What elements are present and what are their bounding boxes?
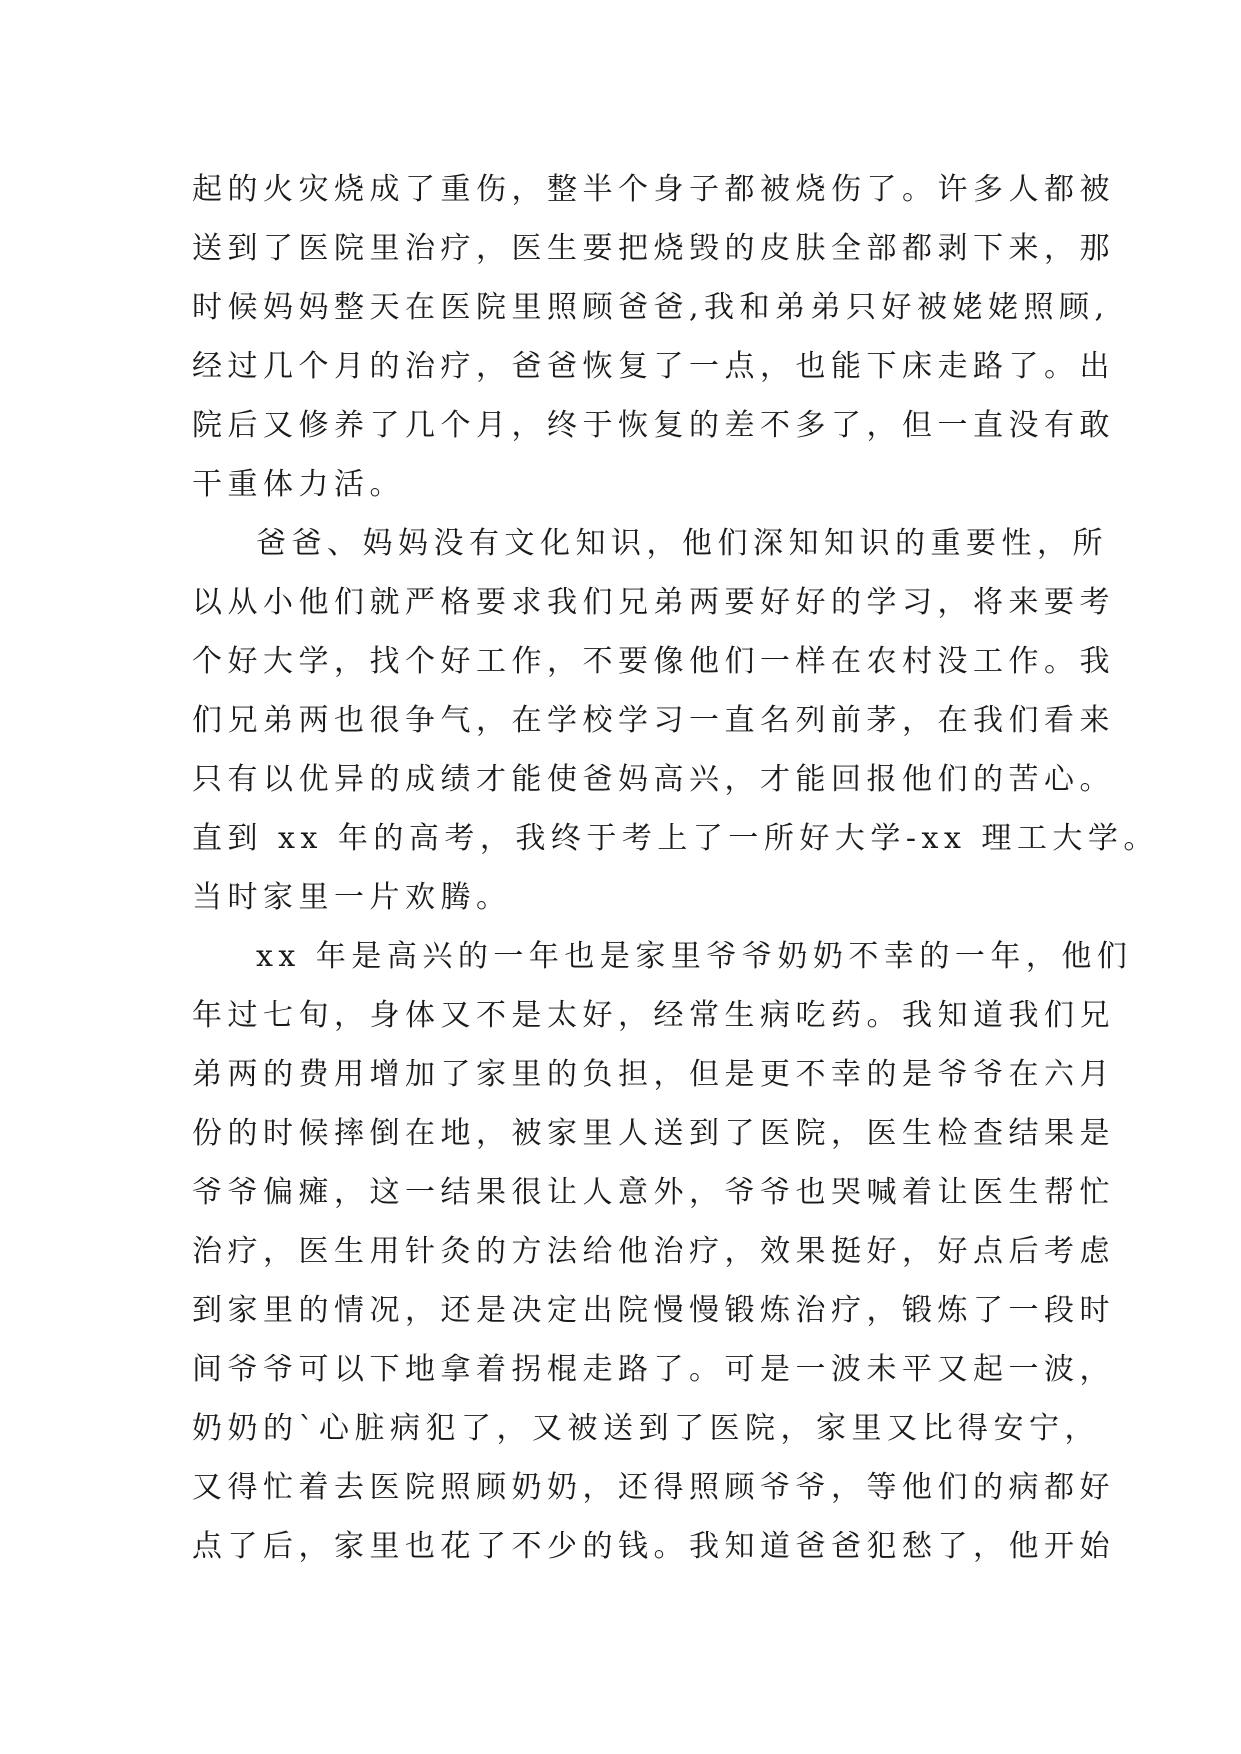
text-line: 治疗，医生用针灸的方法给他治疗，效果挺好，好点后考虑 [192, 1234, 1115, 1269]
text-line: 奶奶的`心脏病犯了，又被送到了医院，家里又比得安宁， [192, 1411, 1100, 1446]
text-line: 们兄弟两也很争气，在学校学习一直名列前茅，在我们看来 [192, 703, 1115, 738]
text-line: 干重体力活。 [192, 467, 405, 502]
text-line: 个好大学，找个好工作，不要像他们一样在农村没工作。我 [192, 644, 1115, 679]
text-line: 送到了医院里治疗，医生要把烧毁的皮肤全部都剥下来，那 [192, 231, 1115, 266]
text-line: 以从小他们就严格要求我们兄弟两要好好的学习，将来要考 [192, 585, 1115, 620]
text-line: 间爷爷可以下地拿着拐棍走路了。可是一波未平又起一波， [192, 1352, 1115, 1387]
text-line: 经过几个月的治疗，爸爸恢复了一点，也能下床走路了。出 [192, 349, 1115, 384]
text-line: 只有以优异的成绩才能使爸妈高兴，才能回报他们的苦心。 [192, 762, 1115, 797]
text-line: xx 年是高兴的一年也是家里爷爷奶奶不幸的一年，他们 [256, 939, 1133, 974]
body-text [192, 160, 1159, 1576]
text-line: 直到 xx 年的高考，我终于考上了一所好大学-xx 理工大学。 [192, 821, 1159, 856]
text-line: 又得忙着去医院照顾奶奶，还得照顾爷爷，等他们的病都好 [192, 1470, 1115, 1505]
text-line: 到家里的情况，还是决定出院慢慢锻炼治疗，锻炼了一段时 [192, 1293, 1115, 1328]
text-line: 爸爸、妈妈没有文化知识，他们深知知识的重要性，所 [256, 526, 1108, 561]
text-line: 时候妈妈整天在医院里照顾爸爸,我和弟弟只好被姥姥照顾, [192, 290, 1110, 325]
text-line: 弟两的费用增加了家里的负担，但是更不幸的是爷爷在六月 [192, 1057, 1115, 1092]
text-line: 点了后，家里也花了不少的钱。我知道爸爸犯愁了，他开始 [192, 1529, 1115, 1564]
text-line: 爷爷偏瘫，这一结果很让人意外，爷爷也哭喊着让医生帮忙 [192, 1175, 1115, 1210]
text-line: 年过七旬，身体又不是太好，经常生病吃药。我知道我们兄 [192, 998, 1115, 1033]
text-line: 起的火灾烧成了重伤，整半个身子都被烧伤了。许多人都被 [192, 172, 1115, 207]
text-line: 院后又修养了几个月，终于恢复的差不多了，但一直没有敢 [192, 408, 1115, 443]
text-line: 份的时候摔倒在地，被家里人送到了医院，医生检查结果是 [192, 1116, 1115, 1151]
text-line: 当时家里一片欢腾。 [192, 880, 512, 915]
